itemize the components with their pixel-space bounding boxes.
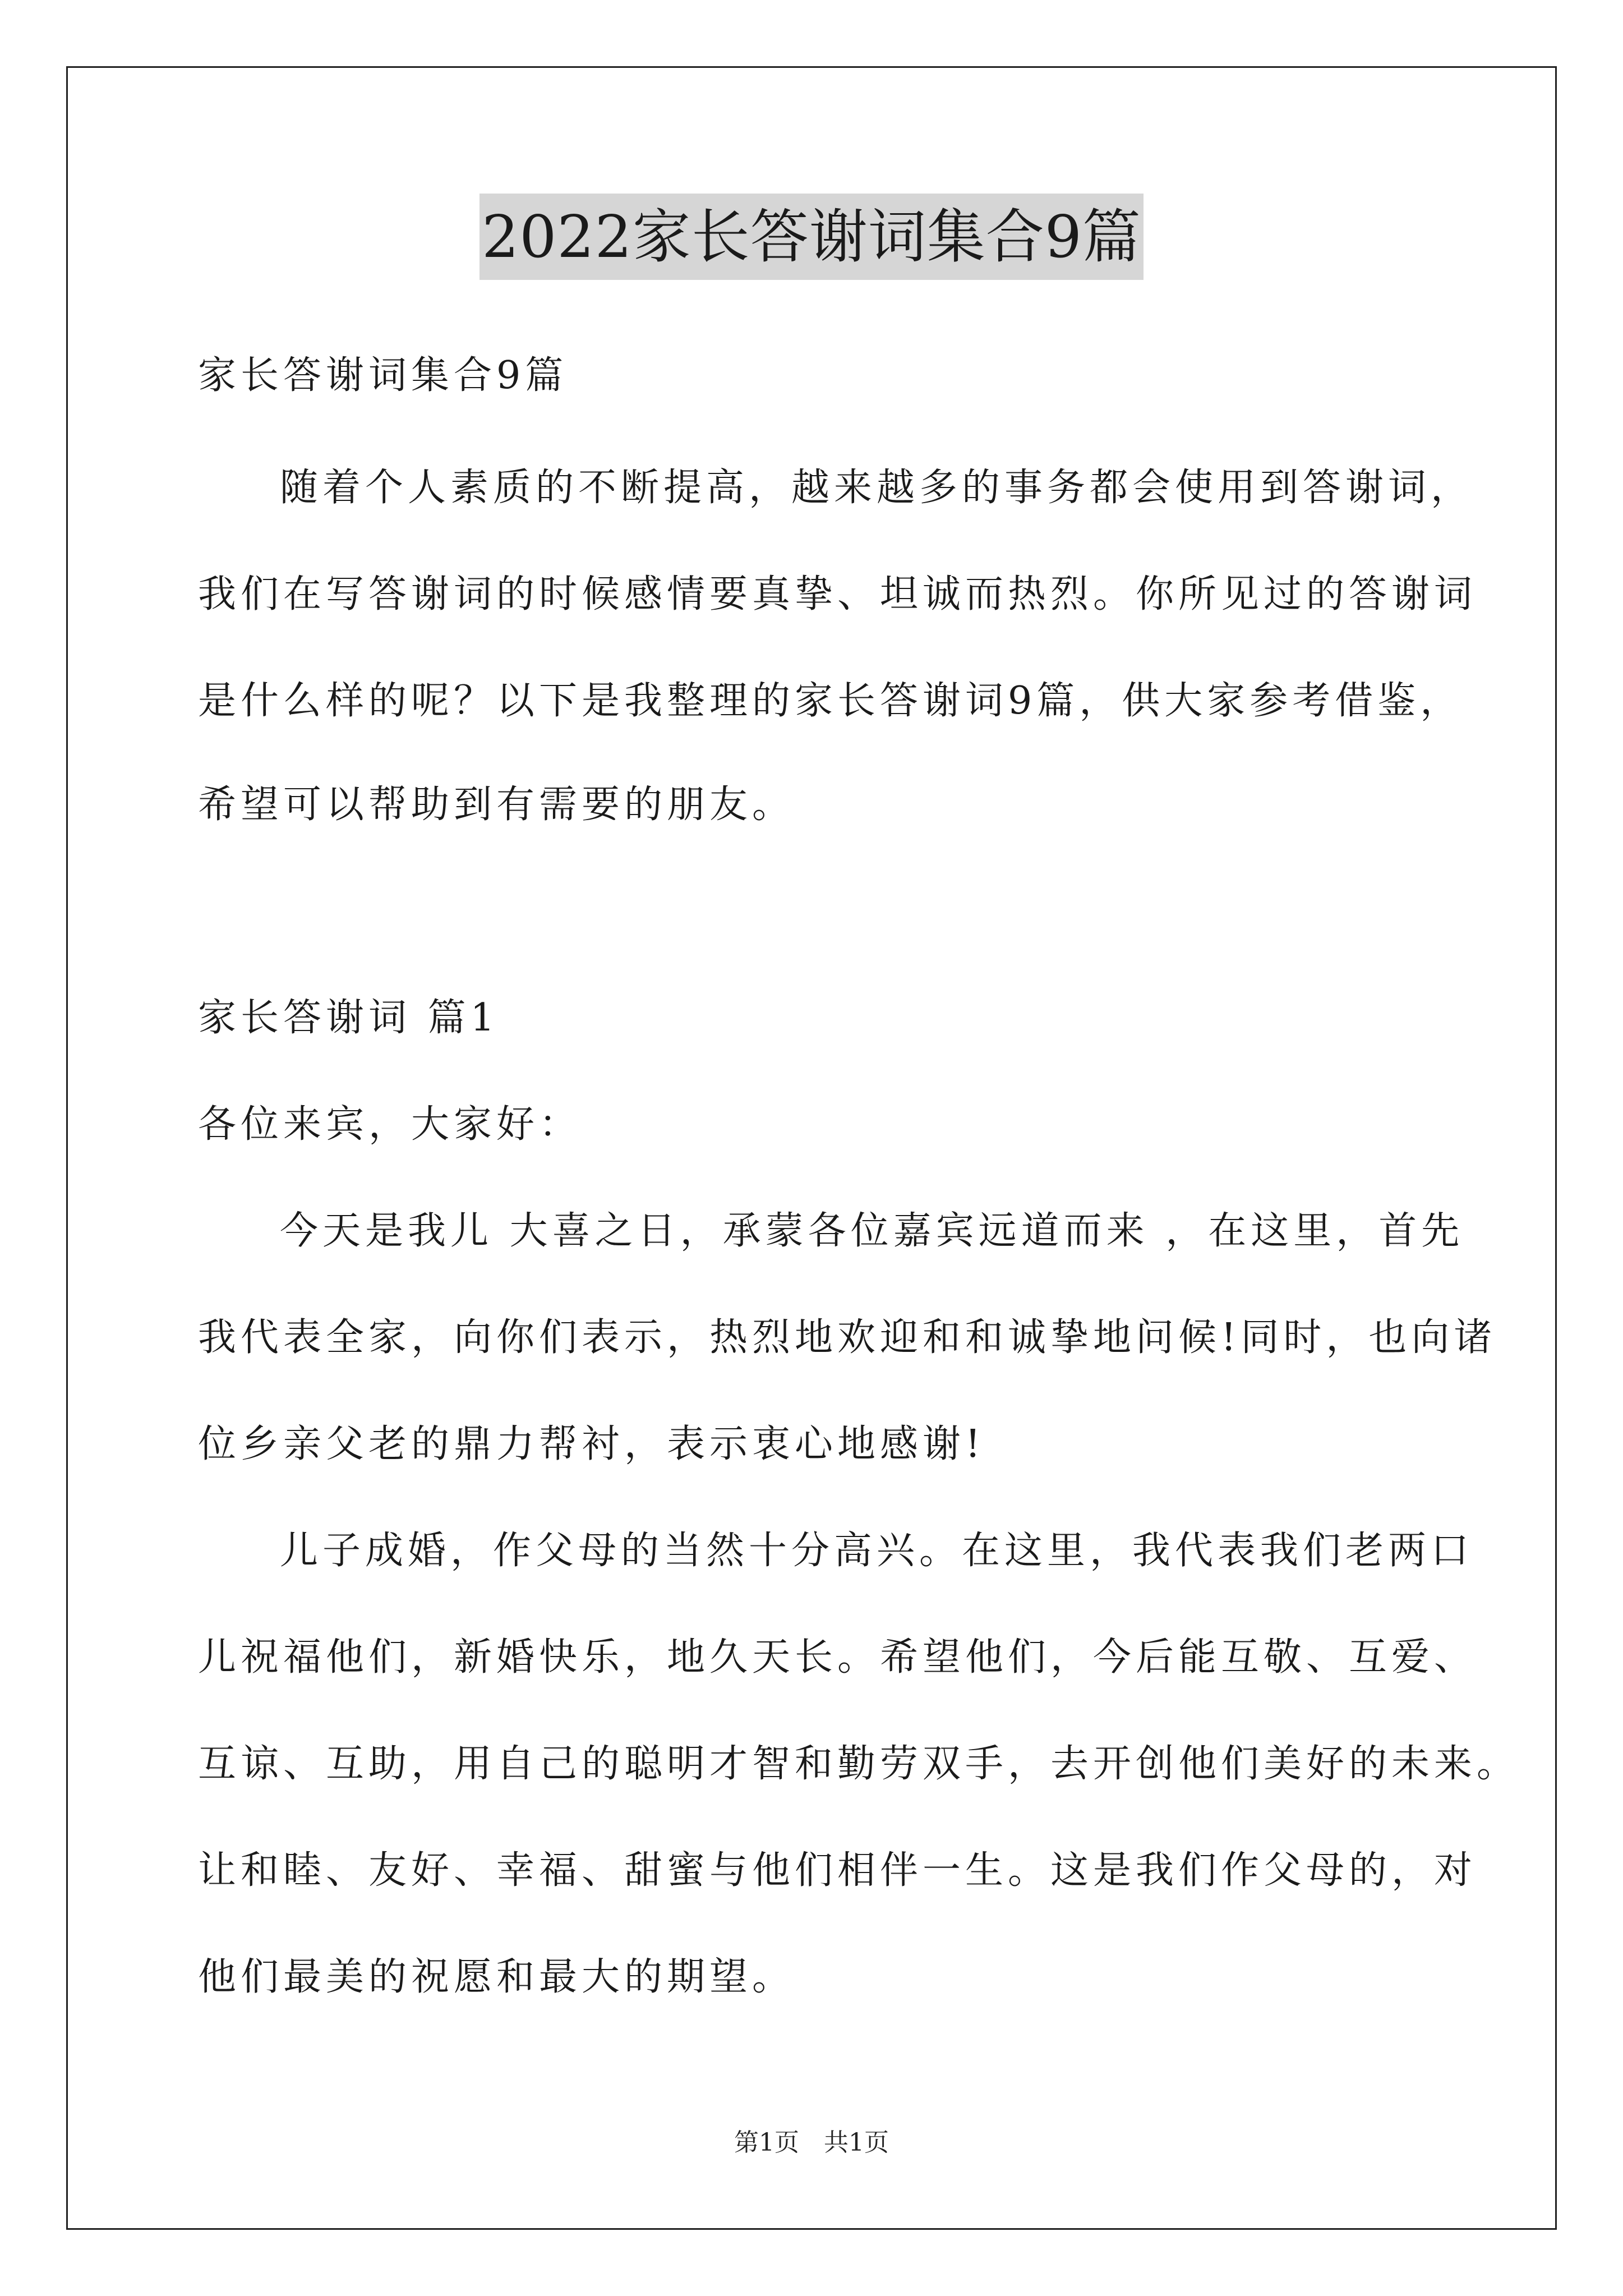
paragraph-line: 互谅、互助，用自己的聪明才智和勤劳双手，去开创他们美好的未来。 (198, 1742, 1520, 1786)
document-title: 2022家长答谢词集合9篇 (479, 194, 1144, 280)
intro-line: 随着个人素质的不断提高，越来越多的事务都会使用到答谢词， (280, 466, 1474, 510)
paragraph-line: 我代表全家，向你们表示，热烈地欢迎和和诚挚地问候!同时，也向诸 (198, 1315, 1497, 1360)
greeting: 各位来宾，大家好： (198, 1102, 582, 1147)
subtitle: 家长答谢词集合9篇 (198, 353, 568, 398)
title-container (0, 194, 1623, 280)
paragraph-line: 位乡亲父老的鼎力帮衬，表示衷心地感谢! (198, 1422, 985, 1466)
paragraph-line: 儿祝福他们，新婚快乐，地久天长。希望他们，今后能互敬、互爱、 (198, 1635, 1477, 1680)
page-footer: 第1页 共1页 (734, 2128, 889, 2157)
intro-line: 我们在写答谢词的时候感情要真挚、坦诚而热烈。你所见过的答谢词 (198, 572, 1477, 616)
intro-line: 希望可以帮助到有需要的朋友。 (198, 783, 795, 827)
intro-line: 是什么样的呢？以下是我整理的家长答谢词9篇，供大家参考借鉴， (198, 679, 1463, 723)
section-heading: 家长答谢词 篇1 (198, 996, 499, 1040)
paragraph-line: 他们最美的祝愿和最大的期望。 (198, 1955, 795, 1999)
paragraph-line: 今天是我儿 大喜之日，承蒙各位嘉宾远道而来 ，在这里，首先 (280, 1209, 1464, 1253)
paragraph-line: 让和睦、友好、幸福、甜蜜与他们相伴一生。这是我们作父母的，对 (198, 1848, 1477, 1893)
paragraph-line: 儿子成婚，作父母的当然十分高兴。在这里，我代表我们老两口 (280, 1529, 1474, 1573)
